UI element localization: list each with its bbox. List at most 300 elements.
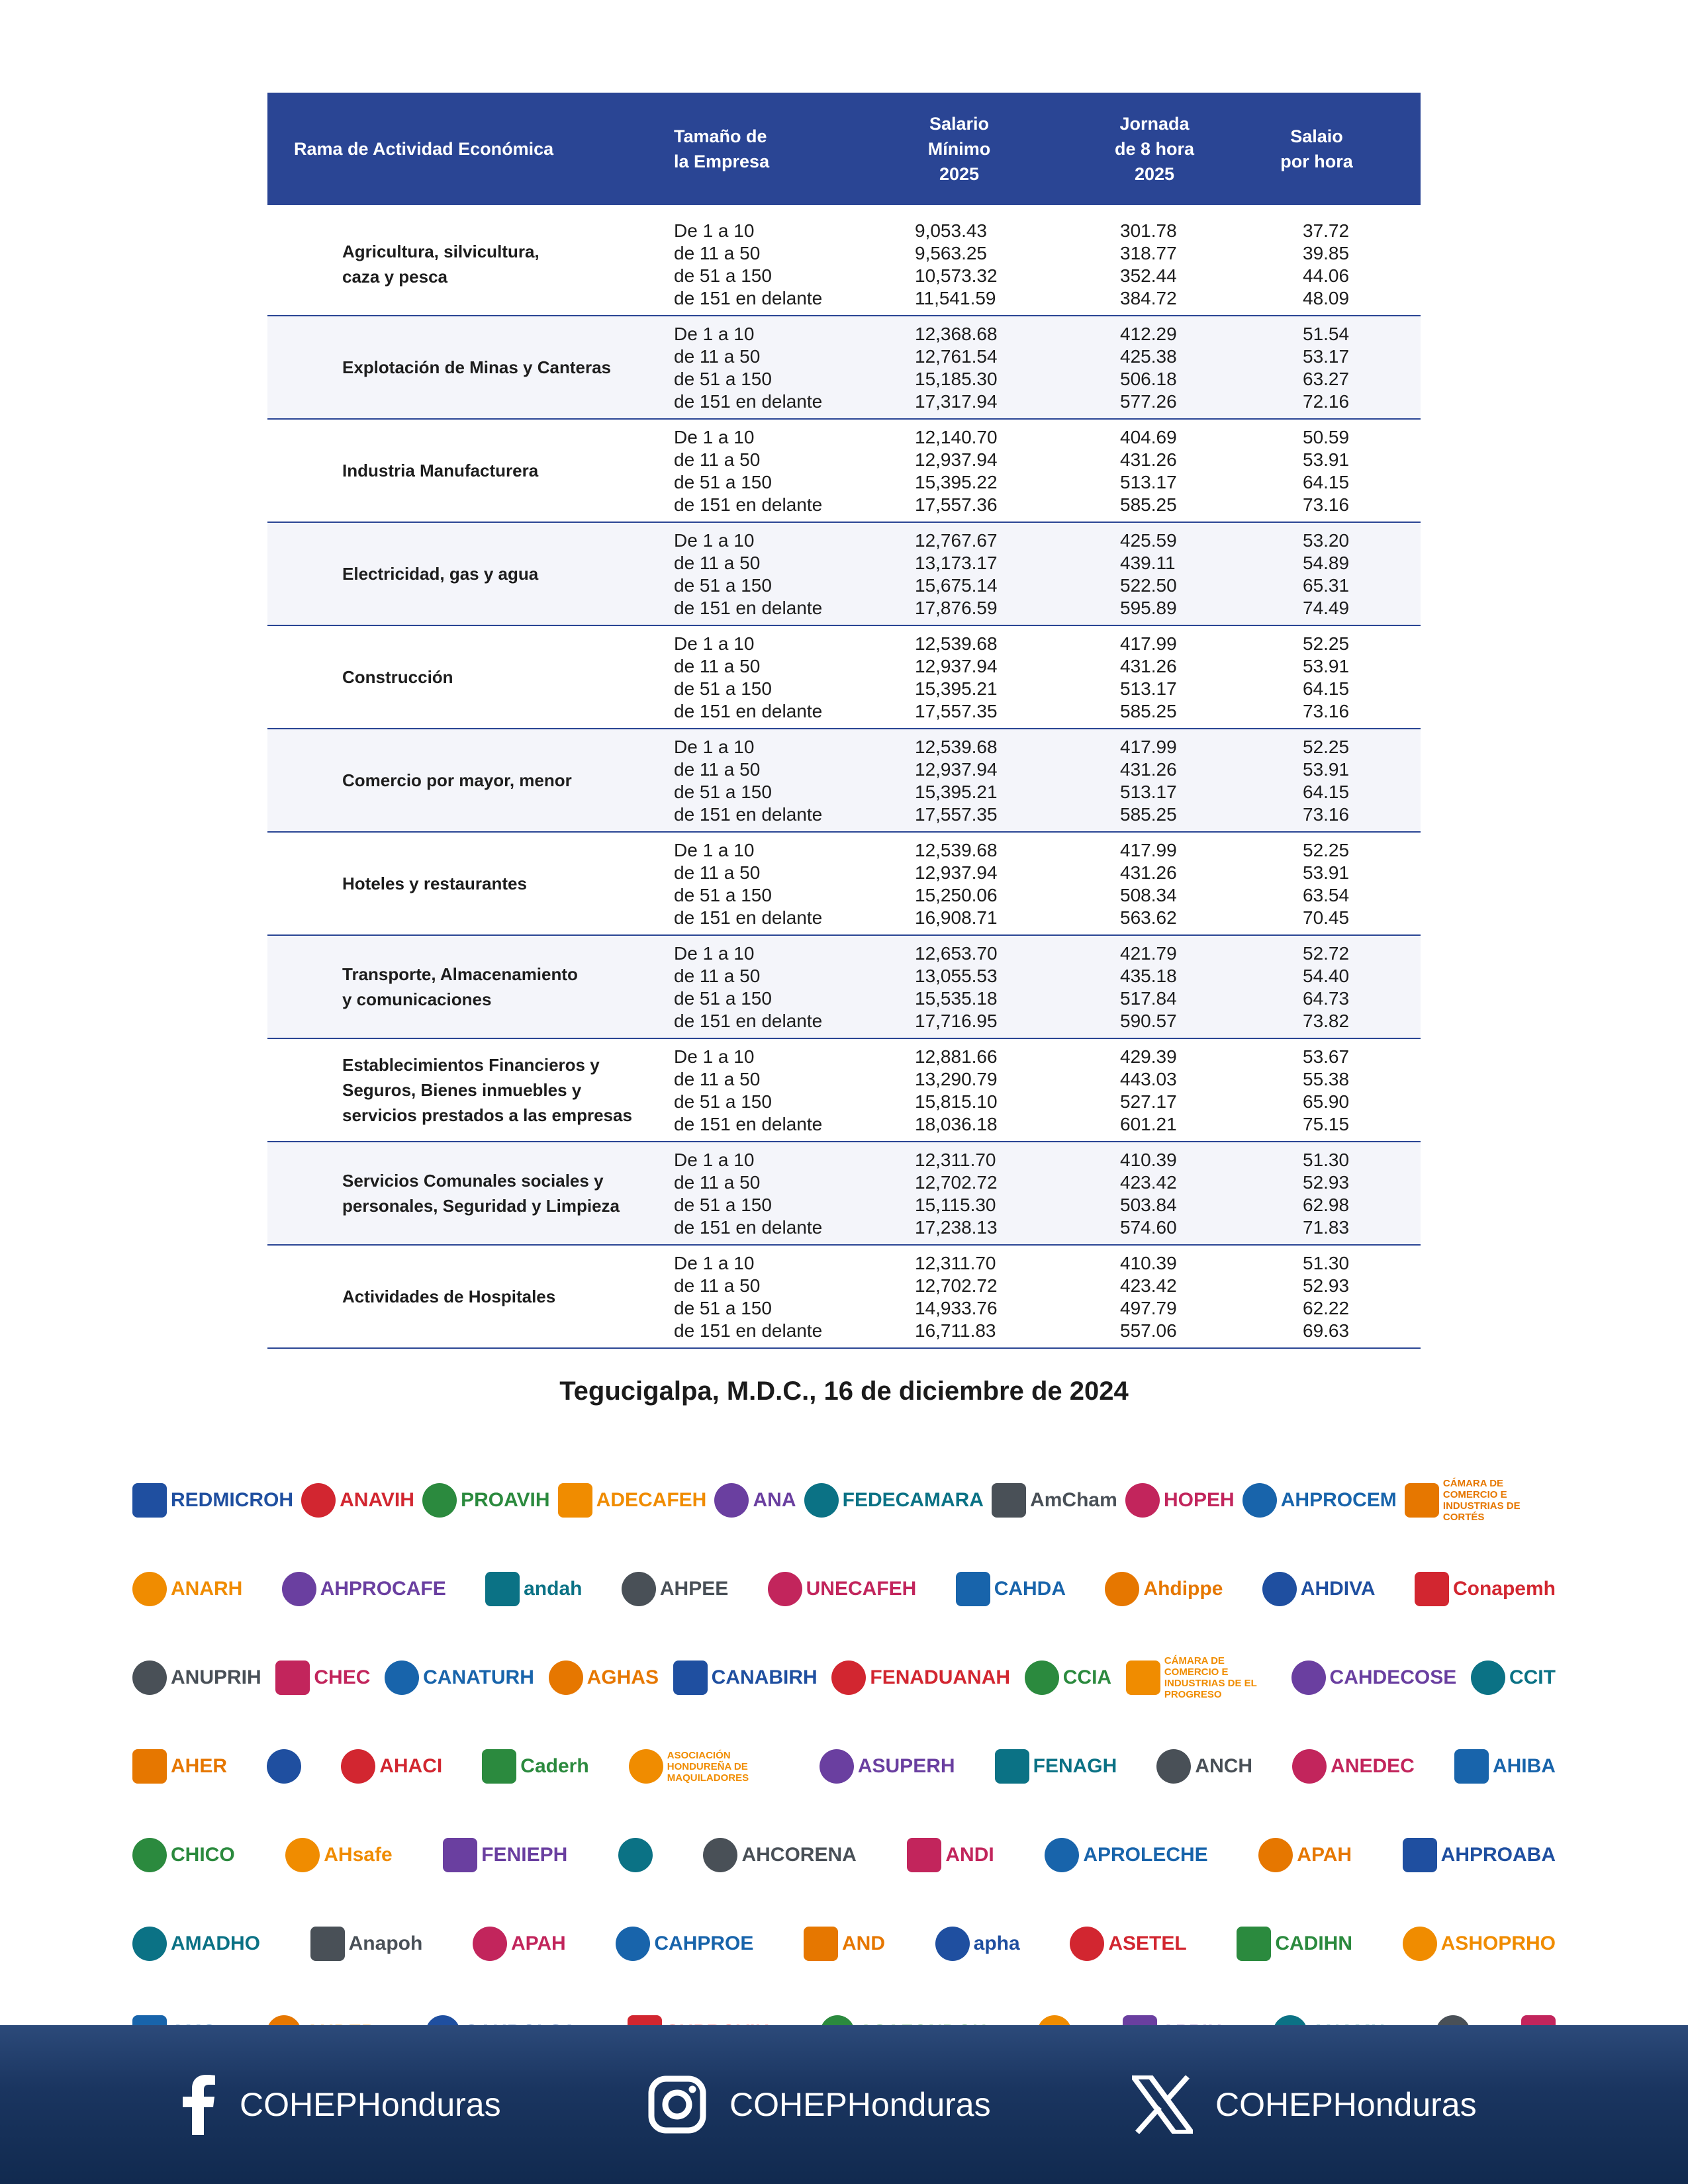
size-cell: de 11 a 50	[674, 656, 761, 676]
size-cell: de 51 a 150	[674, 678, 772, 699]
member-logo	[1291, 1648, 1457, 1707]
logo-emblem-icon	[482, 1749, 516, 1784]
salario-cell: 14,933.76	[915, 1298, 998, 1318]
size-cell: de 51 a 150	[674, 472, 772, 492]
logo-emblem-icon	[714, 1483, 749, 1518]
logo-text: AHPROCAFE	[320, 1578, 446, 1600]
logo-text: FENADUANAH	[870, 1666, 1011, 1688]
jornada-cell: 404.69	[1120, 427, 1177, 447]
salario-cell: 12,368.68	[915, 324, 998, 344]
hora-cell: 65.31	[1303, 575, 1350, 596]
activity-label-line: Hoteles y restaurantes	[342, 874, 527, 893]
jornada-cell: 574.60	[1120, 1217, 1177, 1238]
member-logo	[1454, 1737, 1556, 1796]
salario-cell: 12,937.94	[915, 862, 998, 883]
logo-emblem-icon	[629, 1749, 663, 1784]
salario-cell: 16,711.83	[915, 1320, 996, 1341]
header-jornada-line: Jornada	[1119, 114, 1190, 134]
logo-text: ADECAFEH	[596, 1489, 707, 1511]
member-logo	[703, 1825, 856, 1885]
member-logo	[1070, 1914, 1186, 1974]
logo-emblem-icon	[1454, 1749, 1489, 1784]
logo-text: APAH	[1297, 1844, 1352, 1866]
member-logo	[1045, 1825, 1207, 1885]
size-cell: de 151 en delante	[674, 1320, 823, 1341]
header-tamano-line: la Empresa	[674, 152, 770, 171]
jornada-cell: 513.17	[1120, 782, 1177, 802]
hora-cell: 50.59	[1303, 427, 1350, 447]
logo-row	[132, 1545, 1556, 1633]
logo-text: HOPEH	[1163, 1489, 1235, 1511]
header-jornada	[1066, 93, 1243, 205]
table-row	[267, 1246, 1421, 1349]
size-column	[674, 1252, 822, 1342]
hora-column	[1303, 942, 1349, 1032]
logo-emblem-icon	[132, 1572, 167, 1606]
activity-label-line: servicios prestados a las empresas	[342, 1105, 632, 1125]
member-logo	[1105, 1559, 1223, 1619]
hora-cell: 53.91	[1303, 656, 1350, 676]
hora-cell: 52.25	[1303, 840, 1350, 860]
jornada-cell: 384.72	[1120, 288, 1177, 308]
logo-text: Ahdippe	[1143, 1578, 1223, 1600]
size-cell: de 51 a 150	[674, 1195, 772, 1215]
logo-emblem-icon	[935, 1927, 970, 1961]
salario-cell: 9,563.25	[915, 243, 987, 263]
jornada-cell: 435.18	[1120, 966, 1177, 986]
table-row	[267, 1039, 1421, 1142]
member-logo	[132, 1648, 261, 1707]
size-cell: de 11 a 50	[674, 553, 761, 573]
logo-emblem-icon	[1292, 1749, 1327, 1784]
salario-cell: 13,290.79	[915, 1069, 998, 1089]
logo-text: UNECAFEH	[806, 1578, 917, 1600]
jornada-column	[1120, 1046, 1177, 1136]
logo-text: ASETEL	[1108, 1933, 1187, 1954]
size-cell: de 51 a 150	[674, 988, 772, 1009]
logo-emblem-icon	[956, 1572, 990, 1606]
hora-cell: 51.30	[1303, 1150, 1350, 1170]
hora-cell: 71.83	[1303, 1217, 1350, 1238]
hora-column	[1303, 736, 1349, 826]
member-logo	[1471, 1648, 1556, 1707]
jornada-cell: 503.84	[1120, 1195, 1177, 1215]
logo-text: FEDECAMARA	[842, 1489, 984, 1511]
salario-cell: 15,185.30	[915, 369, 998, 389]
hora-cell: 62.22	[1303, 1298, 1350, 1318]
jornada-column	[1120, 1149, 1177, 1239]
salario-cell: 12,539.68	[915, 737, 998, 757]
activity-label-line: Servicios Comunales sociales y	[342, 1171, 604, 1191]
member-logo	[473, 1914, 566, 1974]
salario-cell: 15,115.30	[915, 1195, 996, 1215]
x-icon	[1132, 2075, 1193, 2134]
jornada-cell: 431.26	[1120, 656, 1177, 676]
social-instagram[interactable]	[647, 2025, 991, 2184]
salario-column	[915, 529, 998, 619]
jornada-cell: 352.44	[1120, 265, 1177, 286]
logo-emblem-icon	[132, 1661, 167, 1695]
size-cell: de 51 a 150	[674, 1298, 772, 1318]
member-logo	[629, 1737, 780, 1796]
member-logo	[275, 1648, 370, 1707]
size-cell: de 11 a 50	[674, 1275, 761, 1296]
member-logo	[831, 1648, 1010, 1707]
salario-cell: 12,539.68	[915, 633, 998, 654]
activity-label	[342, 1142, 653, 1244]
logo-row	[132, 1811, 1556, 1899]
activity-label-line: Transporte, Almacenamiento	[342, 964, 578, 984]
city-date: Tegucigalpa, M.D.C., 16 de diciembre de 2024	[559, 1377, 1129, 1406]
hora-cell: 52.25	[1303, 633, 1350, 654]
hora-cell: 52.72	[1303, 943, 1350, 964]
size-cell: de 151 en delante	[674, 288, 823, 308]
size-cell: de 151 en delante	[674, 494, 823, 515]
activity-label-line: Electricidad, gas y agua	[342, 564, 539, 584]
member-logo	[341, 1737, 442, 1796]
hora-cell: 64.15	[1303, 782, 1350, 802]
logo-emblem-icon	[341, 1749, 375, 1784]
hora-cell: 54.89	[1303, 553, 1350, 573]
salario-cell: 17,557.35	[915, 701, 998, 721]
header-hora-line: Salaio	[1290, 126, 1343, 146]
logo-text: Caderh	[520, 1755, 589, 1777]
header-salario	[868, 93, 1050, 205]
social-handle: COHEPHonduras	[729, 2086, 991, 2123]
member-logo	[1243, 1471, 1397, 1530]
activity-label-line: Agricultura, silvicultura,	[342, 242, 539, 261]
logo-text: ANEDEC	[1331, 1755, 1415, 1777]
jornada-column	[1120, 839, 1177, 929]
logo-text: AGHAS	[586, 1666, 659, 1688]
hora-column	[1303, 839, 1349, 929]
salario-column	[915, 323, 998, 413]
activity-label-line: Establecimientos Financieros y	[342, 1055, 600, 1075]
logo-text: ANCH	[1195, 1755, 1253, 1777]
logo-emblem-icon	[703, 1838, 737, 1872]
jornada-column	[1120, 323, 1177, 413]
size-cell: De 1 a 10	[674, 737, 755, 757]
size-column	[674, 220, 822, 310]
logo-text: AHsafe	[324, 1844, 393, 1866]
hora-cell: 44.06	[1303, 265, 1350, 286]
logo-emblem-icon	[820, 1749, 854, 1784]
hora-cell: 69.63	[1303, 1320, 1350, 1341]
member-logo	[618, 1825, 653, 1885]
logo-text: APAH	[510, 1933, 566, 1954]
hora-cell: 39.85	[1303, 243, 1350, 263]
logo-emblem-icon	[1025, 1661, 1059, 1695]
size-cell: De 1 a 10	[674, 324, 755, 344]
header-tamano	[674, 93, 769, 205]
header-rama	[294, 93, 553, 205]
hora-cell: 52.25	[1303, 737, 1350, 757]
salario-cell: 12,311.70	[915, 1150, 996, 1170]
member-logo	[1403, 1914, 1556, 1974]
logo-row	[132, 1722, 1556, 1811]
salario-cell: 17,317.94	[915, 391, 998, 412]
member-logo	[1262, 1559, 1376, 1619]
jornada-column	[1120, 529, 1177, 619]
member-logo	[995, 1737, 1117, 1796]
jornada-column	[1120, 426, 1177, 516]
salario-cell: 9,053.43	[915, 220, 987, 241]
size-cell: de 151 en delante	[674, 907, 823, 928]
instagram-icon	[647, 2075, 707, 2134]
salario-cell: 12,761.54	[915, 346, 998, 367]
logo-emblem-icon	[1126, 1661, 1160, 1695]
logo-text: CHEC	[314, 1666, 371, 1688]
logo-emblem-icon	[485, 1572, 520, 1606]
logo-text: AND	[842, 1933, 886, 1954]
member-logo	[1258, 1825, 1352, 1885]
logo-text: ASUPERH	[857, 1755, 955, 1777]
member-logo	[992, 1471, 1117, 1530]
member-logo	[132, 1471, 293, 1530]
activity-label-line: Actividades de Hospitales	[342, 1287, 556, 1306]
activity-label	[342, 213, 653, 315]
jornada-column	[1120, 633, 1177, 723]
jornada-cell: 585.25	[1120, 701, 1177, 721]
member-logo	[956, 1559, 1066, 1619]
hora-cell: 74.49	[1303, 598, 1350, 618]
member-logo	[385, 1648, 534, 1707]
size-column	[674, 839, 822, 929]
header-salario-line: Mínimo	[927, 139, 991, 159]
logo-text: Conapemh	[1452, 1578, 1556, 1600]
member-logo	[422, 1471, 549, 1530]
member-logo	[907, 1825, 994, 1885]
table-row	[267, 729, 1421, 833]
salario-cell: 12,702.72	[915, 1275, 998, 1296]
logo-emblem-icon	[1125, 1483, 1160, 1518]
size-cell: De 1 a 10	[674, 633, 755, 654]
logo-text: CÁMARA DE COMERCIO E INDUSTRIAS DE EL PROGRESO	[1164, 1655, 1257, 1700]
salario-cell: 13,173.17	[915, 553, 998, 573]
size-cell: de 151 en delante	[674, 598, 823, 618]
salario-cell: 12,311.70	[915, 1253, 996, 1273]
logo-emblem-icon	[132, 1483, 167, 1518]
logo-emblem-icon	[1403, 1927, 1437, 1961]
member-logo	[1237, 1914, 1352, 1974]
table-row	[267, 833, 1421, 936]
jornada-cell: 527.17	[1120, 1091, 1177, 1112]
member-logo	[482, 1737, 588, 1796]
member-logo	[132, 1737, 227, 1796]
size-cell: De 1 a 10	[674, 1046, 755, 1067]
member-logo	[1025, 1648, 1111, 1707]
jornada-cell: 513.17	[1120, 678, 1177, 699]
activity-label	[342, 1039, 653, 1141]
member-logo	[1125, 1471, 1235, 1530]
table-row	[267, 626, 1421, 729]
logo-text: REDMICROH	[171, 1489, 293, 1511]
jornada-cell: 417.99	[1120, 633, 1177, 654]
hora-cell: 54.40	[1303, 966, 1350, 986]
salario-cell: 12,881.66	[915, 1046, 998, 1067]
activity-label	[342, 729, 653, 831]
header-salario-line: Salario	[929, 114, 990, 134]
logo-emblem-icon	[1405, 1483, 1439, 1518]
logo-text: APROLECHE	[1083, 1844, 1208, 1866]
logo-text: ANAVIH	[340, 1489, 414, 1511]
hora-cell: 53.20	[1303, 530, 1350, 551]
logo-emblem-icon	[1262, 1572, 1297, 1606]
logo-text: AHACI	[379, 1755, 443, 1777]
social-bar	[0, 2025, 1688, 2184]
jornada-cell: 590.57	[1120, 1011, 1177, 1031]
header-hora	[1234, 93, 1399, 205]
jornada-cell: 517.84	[1120, 988, 1177, 1009]
logo-text: AHER	[171, 1755, 228, 1777]
hora-cell: 51.30	[1303, 1253, 1350, 1273]
logo-emblem-icon	[422, 1483, 457, 1518]
salario-column	[915, 1252, 998, 1342]
jornada-cell: 506.18	[1120, 369, 1177, 389]
member-logo	[285, 1825, 392, 1885]
hora-cell: 51.54	[1303, 324, 1350, 344]
salario-cell: 17,238.13	[915, 1217, 998, 1238]
jornada-cell: 301.78	[1120, 220, 1177, 241]
jornada-column	[1120, 220, 1177, 310]
hora-cell: 73.82	[1303, 1011, 1350, 1031]
logo-emblem-icon	[616, 1927, 650, 1961]
logo-emblem-icon	[907, 1838, 941, 1872]
member-logo	[622, 1559, 728, 1619]
table-body	[267, 213, 1421, 1349]
hora-cell: 55.38	[1303, 1069, 1350, 1089]
table-row	[267, 213, 1421, 316]
member-logo	[132, 1825, 235, 1885]
jornada-cell: 417.99	[1120, 737, 1177, 757]
logo-text: CCIT	[1509, 1666, 1556, 1688]
size-column	[674, 529, 822, 619]
logo-text: andah	[524, 1578, 583, 1600]
jornada-cell: 585.25	[1120, 804, 1177, 825]
logo-text: ANA	[753, 1489, 796, 1511]
member-logo	[443, 1825, 567, 1885]
size-cell: De 1 a 10	[674, 1150, 755, 1170]
jornada-column	[1120, 736, 1177, 826]
size-cell: de 151 en delante	[674, 391, 823, 412]
size-cell: De 1 a 10	[674, 220, 755, 241]
jornada-cell: 423.42	[1120, 1172, 1177, 1193]
jornada-column	[1120, 942, 1177, 1032]
salario-cell: 12,937.94	[915, 759, 998, 780]
hora-cell: 73.16	[1303, 701, 1350, 721]
logo-text: CAHDECOSE	[1329, 1666, 1457, 1688]
member-logo	[301, 1471, 414, 1530]
jornada-cell: 439.11	[1120, 553, 1176, 573]
jornada-cell: 423.42	[1120, 1275, 1177, 1296]
logo-text: AHDIVA	[1300, 1578, 1376, 1600]
logo-text: ASHOPRHO	[1440, 1933, 1556, 1954]
logo-emblem-icon	[1291, 1661, 1326, 1695]
size-cell: de 151 en delante	[674, 701, 823, 721]
logo-emblem-icon	[831, 1661, 866, 1695]
hora-cell: 53.91	[1303, 449, 1350, 470]
logo-text: CAHDA	[994, 1578, 1066, 1600]
header-jornada-line: 2025	[1134, 164, 1175, 184]
logo-text: AmCham	[1030, 1489, 1117, 1511]
salario-cell: 12,937.94	[915, 656, 998, 676]
activity-label-line: caza y pesca	[342, 267, 448, 287]
activity-label	[342, 523, 653, 625]
logo-emblem-icon	[132, 1927, 167, 1961]
social-x[interactable]	[1132, 2025, 1477, 2184]
salario-cell: 12,653.70	[915, 943, 998, 964]
header-salario-line: 2025	[939, 164, 980, 184]
jornada-cell: 431.26	[1120, 759, 1177, 780]
logo-text: AHPEE	[659, 1578, 729, 1600]
logo-emblem-icon	[282, 1572, 316, 1606]
jornada-cell: 318.77	[1120, 243, 1177, 263]
size-cell: de 11 a 50	[674, 966, 761, 986]
logo-emblem-icon	[558, 1483, 592, 1518]
logo-emblem-icon	[1471, 1661, 1505, 1695]
logo-emblem-icon	[1403, 1838, 1437, 1872]
logo-emblem-icon	[1258, 1838, 1293, 1872]
size-cell: de 151 en delante	[674, 804, 823, 825]
salario-column	[915, 220, 998, 310]
social-handle: COHEPHonduras	[1215, 2086, 1477, 2123]
logo-row	[132, 1633, 1556, 1722]
size-cell: de 51 a 150	[674, 782, 772, 802]
size-cell: de 11 a 50	[674, 862, 761, 883]
logo-emblem-icon	[804, 1927, 838, 1961]
social-facebook[interactable]	[177, 2025, 501, 2184]
hora-cell: 53.91	[1303, 759, 1350, 780]
size-column	[674, 1046, 822, 1136]
salario-cell: 17,557.35	[915, 804, 998, 825]
size-cell: de 51 a 150	[674, 575, 772, 596]
activity-label-line: Industria Manufacturera	[342, 461, 539, 480]
salary-table	[267, 93, 1421, 1349]
salario-cell: 12,937.94	[915, 449, 998, 470]
member-logo	[714, 1471, 796, 1530]
hora-cell: 64.15	[1303, 472, 1350, 492]
member-logo	[804, 1914, 885, 1974]
size-cell: De 1 a 10	[674, 427, 755, 447]
member-logo	[132, 1559, 242, 1619]
logo-row	[132, 1899, 1556, 1988]
jornada-cell: 577.26	[1120, 391, 1177, 412]
jornada-cell: 429.39	[1120, 1046, 1177, 1067]
social-handle: COHEPHonduras	[240, 2086, 501, 2123]
size-column	[674, 633, 822, 723]
hora-cell: 64.73	[1303, 988, 1350, 1009]
size-cell: de 51 a 150	[674, 885, 772, 905]
salario-cell: 16,908.71	[915, 907, 998, 928]
jornada-cell: 410.39	[1120, 1150, 1177, 1170]
salario-cell: 13,055.53	[915, 966, 998, 986]
logo-text: CHICO	[171, 1844, 235, 1866]
logo-emblem-icon	[1237, 1927, 1271, 1961]
logo-emblem-icon	[301, 1483, 336, 1518]
jornada-cell: 595.89	[1120, 598, 1177, 618]
size-column	[674, 1149, 822, 1239]
logo-text: FENAGH	[1033, 1755, 1117, 1777]
hora-column	[1303, 1046, 1349, 1136]
logo-text: ANDI	[945, 1844, 994, 1866]
jornada-cell: 601.21	[1120, 1114, 1177, 1134]
logo-text: ASOCIACIÓN HONDUREÑA DE MAQUILADORES	[667, 1749, 749, 1784]
size-cell: de 11 a 50	[674, 1069, 761, 1089]
salario-column	[915, 1149, 998, 1239]
hora-cell: 37.72	[1303, 220, 1350, 241]
table-row	[267, 523, 1421, 626]
logo-emblem-icon	[622, 1572, 656, 1606]
